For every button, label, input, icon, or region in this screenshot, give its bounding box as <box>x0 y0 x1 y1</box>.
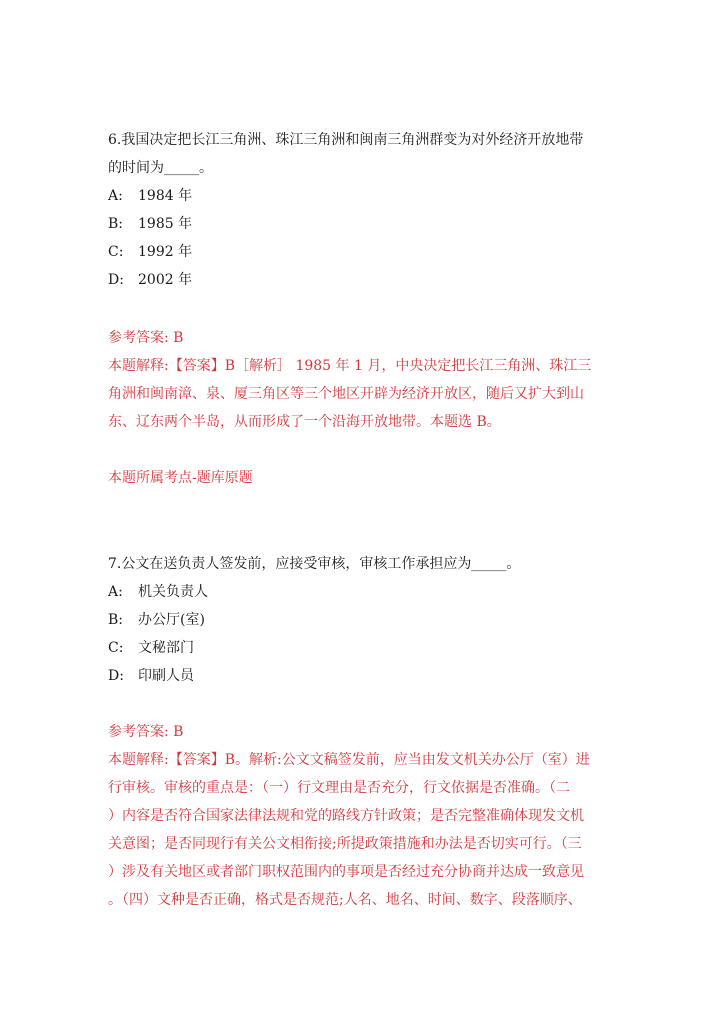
option-key: B: <box>108 612 124 628</box>
option-text: 1984 年 <box>138 188 193 204</box>
option-text: 1985 年 <box>138 216 193 232</box>
question-7-explanation-line-5: ）涉及有关地区或者部门职权范围内的事项是否经过充分协商并达成一致意见 <box>108 864 584 880</box>
question-7-answer: 参考答案: B <box>108 724 184 740</box>
question-7-stem-line-1: 7.公文在送负责人签发前，应接受审核，审核工作承担应为_____。 <box>108 556 521 572</box>
question-6 <box>108 126 618 294</box>
option-text: 1992 年 <box>138 244 193 260</box>
question-7-explanation-line-4: 关意图；是否同现行有关公文相衔接;所提政策措施和办法是否切实可行。（三 <box>108 836 582 852</box>
option-text: 机关负责人 <box>138 584 208 600</box>
option-key: C: <box>108 640 124 656</box>
option-text: 2002 年 <box>138 272 193 288</box>
question-6-topic-block <box>108 464 618 492</box>
option-key: C: <box>108 244 124 260</box>
option-text: 文秘部门 <box>138 640 194 656</box>
question-7-explanation-line-6: 。（四）文种是否正确，格式是否规范;人名、地名、时间、数字、段落顺序、 <box>108 892 582 908</box>
question-7-option-d <box>108 662 618 690</box>
question-7-option-b <box>108 606 618 634</box>
option-text: 印刷人员 <box>138 668 194 684</box>
question-6-option-c <box>108 238 618 266</box>
question-6-answer-block <box>108 324 618 436</box>
question-6-explanation-line-3: 东、辽东两个半岛，从而形成了一个沿海开放地带。本题选 B。 <box>108 414 501 430</box>
option-key: D: <box>108 272 124 288</box>
question-6-option-a <box>108 182 618 210</box>
option-text: 办公厅(室) <box>138 612 205 628</box>
question-7-explanation-line-1: 本题解释:【答案】B。解析:公文文稿签发前，应当由发文机关办公厅（室）进 <box>108 752 590 768</box>
question-7-answer-block <box>108 718 618 914</box>
option-key: D: <box>108 668 124 684</box>
question-6-option-d <box>108 266 618 294</box>
question-6-stem-line-1: 6.我国决定把长江三角洲、珠江三角洲和闽南三角洲群变为对外经济开放地带 <box>108 132 584 148</box>
question-6-stem-line-2: 的时间为_____。 <box>108 160 213 176</box>
question-6-explanation-line-1: 本题解释:【答案】B［解析］ 1985 年 1 月，中央决定把长江三角洲、珠江三 <box>108 358 592 374</box>
question-7 <box>108 550 618 690</box>
question-6-explanation-line-2: 角洲和闽南漳、泉、厦三角区等三个地区开辟为经济开放区，随后又扩大到山 <box>108 386 584 402</box>
question-6-answer: 参考答案: B <box>108 330 184 346</box>
option-key: B: <box>108 216 124 232</box>
question-7-option-c <box>108 634 618 662</box>
option-key: A: <box>108 584 123 600</box>
question-6-topic: 本题所属考点-题库原题 <box>108 470 253 486</box>
question-7-explanation-line-2: 行审核。审核的重点是：（一）行文理由是否充分，行文依据是否准确。（二 <box>108 780 570 796</box>
question-7-option-a <box>108 578 618 606</box>
option-key: A: <box>108 188 123 204</box>
question-6-option-b <box>108 210 618 238</box>
question-7-explanation-line-3: ）内容是否符合国家法律法规和党的路线方针政策；是否完整准确体现发文机 <box>108 808 584 824</box>
